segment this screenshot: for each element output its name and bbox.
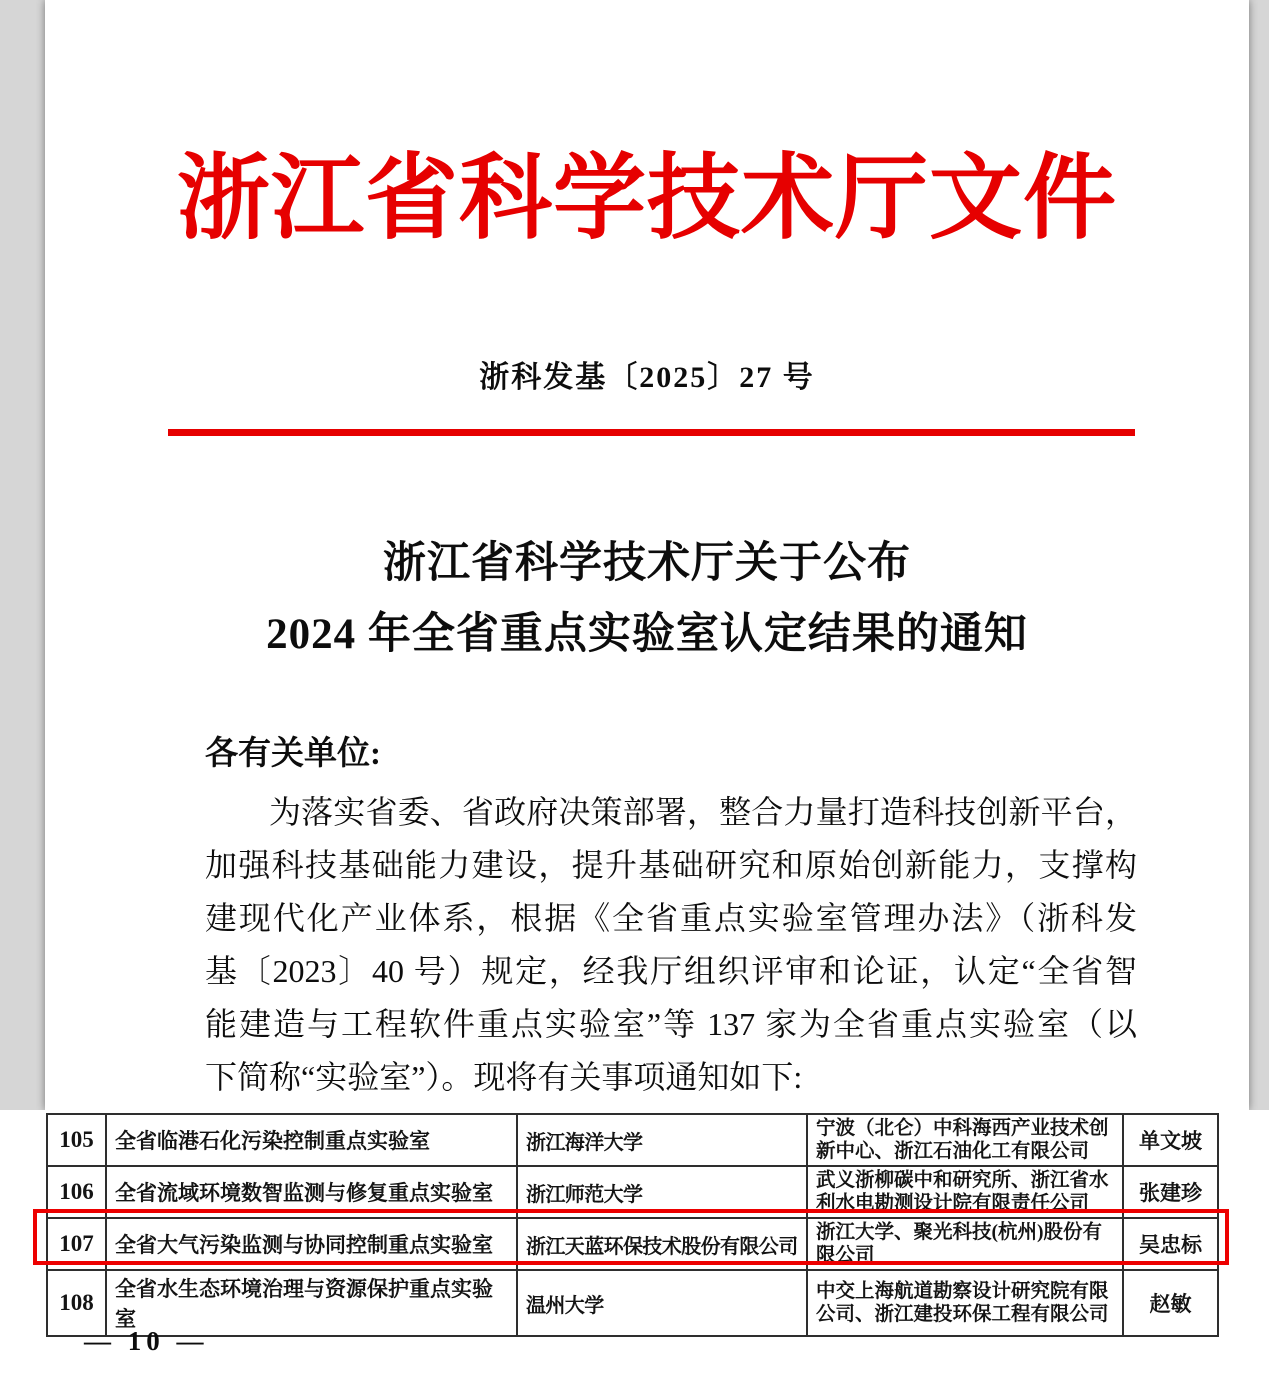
- body-line-1: 为落实省委、省政府决策部署，整合力量打造科技创新平台，: [269, 794, 1137, 830]
- table-row-106: [47, 1166, 1218, 1218]
- director-cell: 吴忠标: [1123, 1218, 1218, 1270]
- body-line-5: 能建造与工程软件重点实验室”等 137 家为全省重点实验室（以: [205, 1006, 1137, 1042]
- lab-name-cell: 全省流域环境数智监测与修复重点实验室: [106, 1166, 517, 1218]
- institution-cell: 浙江海洋大学: [517, 1114, 807, 1166]
- document-header-title: 浙江省科学技术厅文件: [177, 148, 1117, 251]
- body-line-6: 下简称“实验室”）。现将有关事项通知如下:: [205, 1059, 803, 1095]
- page-number: — 10 —: [84, 1326, 209, 1356]
- lab-name-cell: 全省水生态环境治理与资源保护重点实验室: [106, 1270, 517, 1336]
- row-number-cell: 107: [47, 1218, 106, 1270]
- lab-table-section: [0, 1110, 1269, 1386]
- institution-cell: 浙江天蓝环保技术股份有限公司: [517, 1218, 807, 1270]
- row-number-cell: 105: [47, 1114, 106, 1166]
- document-page: [45, 0, 1249, 1110]
- institution-cell: 温州大学: [517, 1270, 807, 1336]
- partners-cell: 浙江大学、聚光科技(杭州)股份有限公司: [807, 1218, 1123, 1270]
- body-line-2: 加强科技基础能力建设，提升基础研究和原始创新能力，支撑构: [205, 847, 1137, 883]
- institution-cell: 浙江师范大学: [517, 1166, 807, 1218]
- row-number-cell: 108: [47, 1270, 106, 1336]
- red-divider-line: [168, 429, 1135, 436]
- lab-name-cell: 全省大气污染监测与协同控制重点实验室: [106, 1218, 517, 1270]
- partners-cell: 宁波（北仑）中科海西产业技术创新中心、浙江石油化工有限公司: [807, 1114, 1123, 1166]
- notice-title: [45, 528, 1249, 670]
- table-row-108: [47, 1270, 1218, 1336]
- lab-table: [46, 1113, 1219, 1337]
- director-cell: 单文坡: [1123, 1114, 1218, 1166]
- director-cell: 赵敏: [1123, 1270, 1218, 1336]
- body-line-4: 基〔2023〕40 号）规定，经我厅组织评审和论证，认定“全省智: [205, 953, 1137, 989]
- body-line-3: 建现代化产业体系，根据《全省重点实验室管理办法》（浙科发: [205, 900, 1137, 936]
- director-cell: 张建珍: [1123, 1166, 1218, 1218]
- notice-title-line-1: 浙江省科学技术厅关于公布: [383, 540, 911, 587]
- row-number-cell: 106: [47, 1166, 106, 1218]
- salutation: 各有关单位:: [205, 736, 381, 772]
- body-paragraph: [205, 786, 1137, 1104]
- lab-name-cell: 全省临港石化污染控制重点实验室: [106, 1114, 517, 1166]
- partners-cell: 武义浙柳碳中和研究所、浙江省水利水电勘测设计院有限责任公司: [807, 1166, 1123, 1218]
- table-row-105: [47, 1114, 1218, 1166]
- notice-title-line-2: 2024 年全省重点实验室认定结果的通知: [266, 611, 1028, 658]
- table-row-107: [47, 1218, 1218, 1270]
- document-number: 浙科发基〔2025〕27 号: [479, 361, 815, 394]
- partners-cell: 中交上海航道勘察设计研究院有限公司、浙江建投环保工程有限公司: [807, 1270, 1123, 1336]
